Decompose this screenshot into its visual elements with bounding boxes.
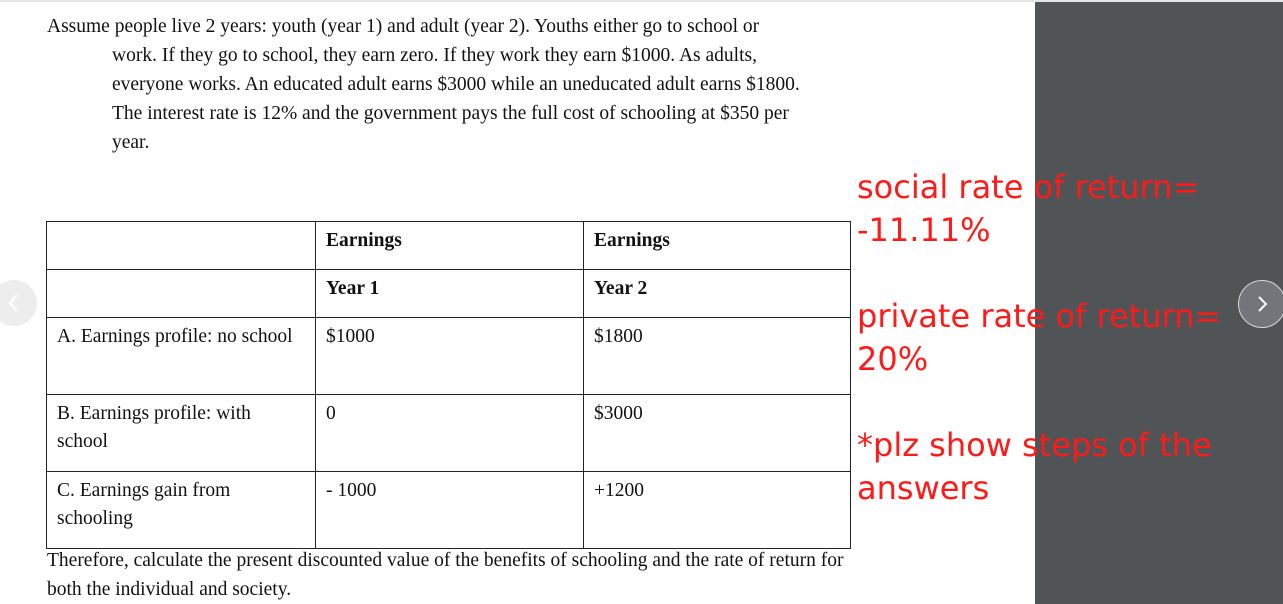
problem-line: year. bbox=[112, 132, 150, 153]
social-return-label: social rate of return= bbox=[857, 168, 1200, 206]
private-return-annotation bbox=[857, 295, 1221, 381]
chevron-left-icon bbox=[4, 291, 24, 315]
social-return-value: -11.11% bbox=[857, 211, 991, 249]
private-return-label: private rate of return= bbox=[857, 297, 1222, 335]
table-row bbox=[47, 395, 851, 472]
steps-note-annotation bbox=[857, 424, 1212, 510]
header-cell bbox=[47, 222, 316, 270]
table-cell: $3000 bbox=[584, 395, 851, 472]
table-cell: $1000 bbox=[316, 318, 584, 395]
steps-note-line: answers bbox=[857, 469, 990, 507]
problem-line: The interest rate is 12% and the government pays the full cost of schooling at $350 per bbox=[112, 103, 789, 124]
table-cell: - 1000 bbox=[316, 472, 584, 549]
table-cell: 0 bbox=[316, 395, 584, 472]
subheader-cell bbox=[47, 270, 316, 318]
subheader-cell: Year 1 bbox=[316, 270, 584, 318]
table-cell: $1800 bbox=[584, 318, 851, 395]
problem-line: everyone works. An educated adult earns $3000 while an uneducated adult earns $1800. bbox=[112, 74, 800, 95]
earnings-table bbox=[46, 221, 851, 549]
table-cell: B. Earnings profile: with school bbox=[47, 395, 316, 472]
table-cell: +1200 bbox=[584, 472, 851, 549]
header-cell: Earnings bbox=[584, 222, 851, 270]
next-button[interactable] bbox=[1238, 280, 1283, 328]
steps-note-line: *plz show steps of the bbox=[857, 426, 1212, 464]
table-cell: C. Earnings gain from schooling bbox=[47, 472, 316, 549]
private-return-value: 20% bbox=[857, 340, 929, 378]
question-text: Therefore, calculate the present discounted value of the benefits of schooling and the rate of return for both the individual and society. bbox=[47, 550, 844, 600]
table-cell: A. Earnings profile: no school bbox=[47, 318, 316, 395]
table-header-row bbox=[47, 222, 851, 270]
social-return-annotation bbox=[857, 166, 1199, 252]
header-cell: Earnings bbox=[316, 222, 584, 270]
problem-line: work. If they go to school, they earn zero. If they work they earn $1000. As adults, bbox=[112, 45, 757, 66]
problem-line: Assume people live 2 years: youth (year 1) and adult (year 2). Youths either go to school or bbox=[47, 16, 760, 37]
table-subheader-row bbox=[47, 270, 851, 318]
subheader-cell: Year 2 bbox=[584, 270, 851, 318]
problem-statement bbox=[47, 12, 907, 157]
table-row bbox=[47, 472, 851, 549]
previous-button[interactable] bbox=[0, 280, 37, 326]
table-row bbox=[47, 318, 851, 395]
chevron-right-icon bbox=[1252, 292, 1272, 316]
